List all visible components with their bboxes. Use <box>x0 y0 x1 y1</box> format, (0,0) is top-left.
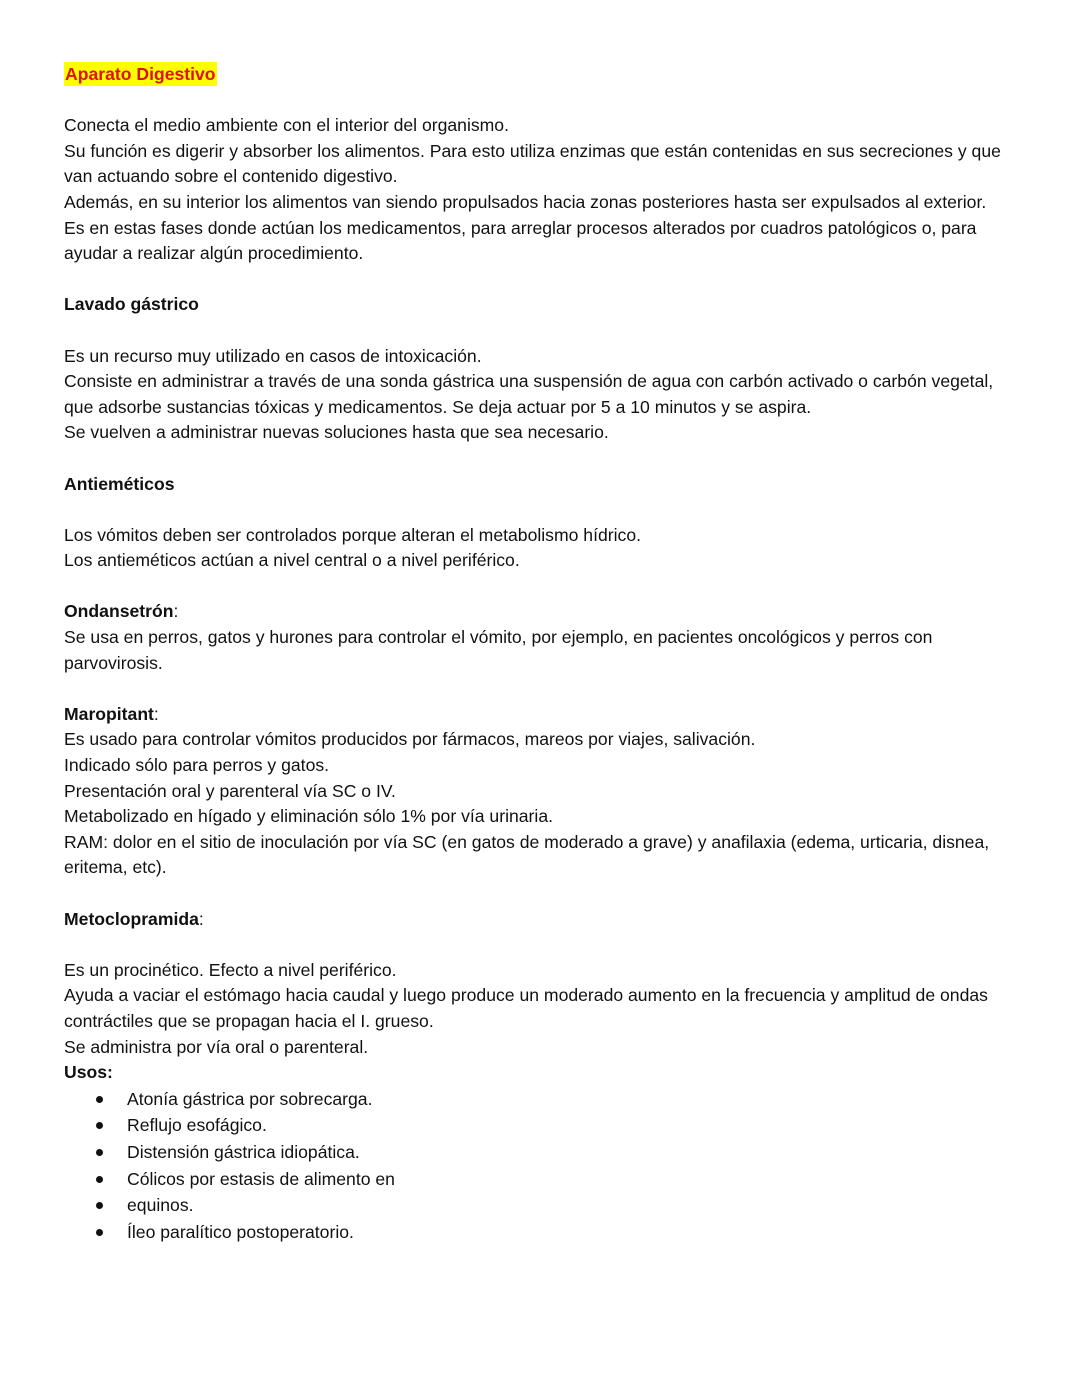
drug-name: Ondansetrón <box>64 601 174 622</box>
metoclopramida-paragraph <box>64 958 1009 1060</box>
drug-colon: : <box>153 703 159 724</box>
antiemeticos-line: Los antieméticos actúan a nivel central o a nivel periférico. <box>64 550 520 571</box>
spacer <box>64 318 1009 344</box>
list-item-text: Íleo paralítico postoperatorio. <box>127 1221 354 1242</box>
maropitant-line: Indicado sólo para perros y gatos. <box>64 755 330 776</box>
antiemeticos-line: Los vómitos deben ser controlados porque alteran el metabolismo hídrico. <box>64 524 642 545</box>
spacer <box>64 88 1009 114</box>
intro-line: ayudar a realizar algún procedimiento. <box>64 243 364 264</box>
lavado-line: Se vuelven a administrar nuevas soluciones hasta que sea necesario. <box>64 422 609 443</box>
spacer <box>64 574 1009 600</box>
maropitant-line: RAM: dolor en el sitio de inoculación por vía SC (en gatos de moderado a grave) y anafilaxia (edema, urticaria, disnea, <box>64 831 990 852</box>
list-item <box>64 1219 1009 1246</box>
list-item <box>64 1112 1009 1139</box>
metoclopramida-line: Ayuda a vaciar el estómago hacia caudal y luego produce un moderado aumento en la frecuencia y amplitud de ondas <box>64 985 988 1006</box>
usos-list <box>64 1086 1009 1246</box>
maropitant-paragraph <box>64 727 1009 881</box>
list-item <box>64 1139 1009 1166</box>
maropitant-line: eritema, etc). <box>64 857 167 878</box>
drug-colon: : <box>198 908 204 929</box>
maropitant-line: Es usado para controlar vómitos producidos por fármacos, mareos por viajes, salivación. <box>64 729 756 750</box>
intro-line: Su función es digerir y absorber los alimentos. Para esto utiliza enzimas que están contenidas en sus secreciones y que <box>64 140 1001 161</box>
metoclopramida-line: Se administra por vía oral o parenteral. <box>64 1036 369 1057</box>
bullet-icon <box>96 1096 103 1103</box>
lavado-line: Es un recurso muy utilizado en casos de intoxicación. <box>64 345 482 366</box>
list-item-text: Atonía gástrica por sobrecarga. <box>127 1088 373 1109</box>
intro-line: Además, en su interior los alimentos van siendo propulsados hacia zonas posteriores hasta ser expulsados al exterior. <box>64 191 987 212</box>
lavado-line: que adsorbe sustancias tóxicas y medicamentos. Se deja actuar por 5 a 10 minutos y se aspira. <box>64 396 812 417</box>
ondansetron-paragraph <box>64 625 1009 676</box>
intro-line: Es en estas fases donde actúan los medicamentos, para arreglar procesos alterados por cuadros patológicos o, para <box>64 217 977 238</box>
drug-heading-metoclopramida <box>64 907 1009 933</box>
drug-name: Maropitant <box>64 703 154 724</box>
bullet-icon <box>96 1149 103 1156</box>
intro-line: Conecta el medio ambiente con el interior del organismo. <box>64 115 509 136</box>
maropitant-line: Presentación oral y parenteral vía SC o IV. <box>64 780 396 801</box>
spacer <box>64 932 1009 958</box>
drug-name: Metoclopramida <box>64 908 199 929</box>
spacer <box>64 446 1009 472</box>
drug-colon: : <box>173 601 179 622</box>
metoclopramida-line: Es un procinético. Efecto a nivel periférico. <box>64 959 397 980</box>
drug-heading-maropitant <box>64 702 1009 728</box>
intro-line: van actuando sobre el contenido digestivo. <box>64 166 398 187</box>
list-item-text: Distensión gástrica idiopática. <box>127 1141 360 1162</box>
drug-heading-ondansetron <box>64 599 1009 625</box>
document-body <box>64 62 1009 1245</box>
bullet-icon <box>96 1122 103 1129</box>
bullet-icon <box>96 1176 103 1183</box>
list-item <box>64 1192 1009 1219</box>
ondansetron-line: parvovirosis. <box>64 652 163 673</box>
spacer <box>64 881 1009 907</box>
title-line <box>64 62 1009 88</box>
spacer <box>64 267 1009 293</box>
spacer <box>64 676 1009 702</box>
antiemeticos-paragraph <box>64 523 1009 574</box>
list-item <box>64 1086 1009 1113</box>
spacer <box>64 497 1009 523</box>
metoclopramida-line: contráctiles que se propagan hacia el I. grueso. <box>64 1010 434 1031</box>
ondansetron-line: Se usa en perros, gatos y hurones para controlar el vómito, por ejemplo, en pacientes oncológicos y perros con <box>64 627 933 648</box>
intro-paragraph <box>64 113 1009 267</box>
section-heading-lavado: Lavado gástrico <box>64 294 199 315</box>
maropitant-line: Metabolizado en hígado y eliminación sólo 1% por vía urinaria. <box>64 806 553 827</box>
usos-label: Usos: <box>64 1062 113 1083</box>
list-item <box>64 1166 1009 1193</box>
list-item-text: equinos. <box>127 1195 194 1216</box>
page-title: Aparato Digestivo <box>65 64 216 84</box>
section-heading-antiemeticos: Antieméticos <box>64 473 175 494</box>
bullet-icon <box>96 1202 103 1209</box>
list-item-text: Cólicos por estasis de alimento en <box>127 1168 395 1189</box>
list-item-text: Reflujo esofágico. <box>127 1115 267 1136</box>
lavado-line: Consiste en administrar a través de una sonda gástrica una suspensión de agua con carbón activado o carbón vegetal, <box>64 371 994 392</box>
lavado-paragraph <box>64 344 1009 446</box>
bullet-icon <box>96 1229 103 1236</box>
